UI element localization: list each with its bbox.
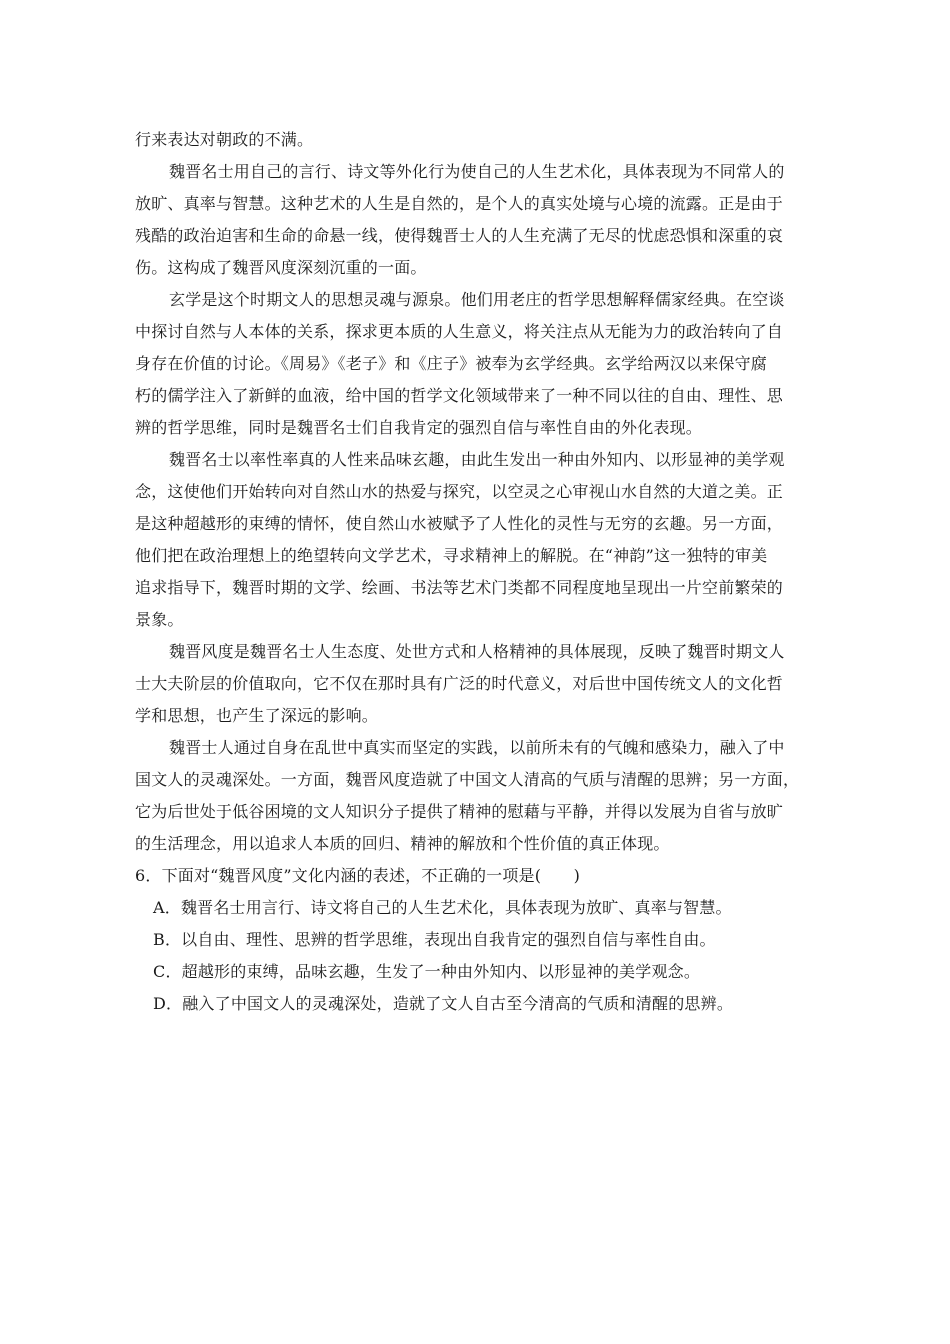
text-line: 士大夫阶层的价值取向，它不仅在那时具有广泛的时代意义，对后世中国传统文人的文化哲 — [135, 674, 784, 693]
text-line: 伤。这构成了魏晋风度深刻沉重的一面。 — [135, 258, 427, 277]
text-line: 的生活理念，用以追求人本质的回归、精神的解放和个性价值的真正体现。 — [135, 834, 670, 853]
question-stem: 6．下面对“魏晋风度”文化内涵的表述，不正确的一项是( ) — [135, 866, 581, 885]
paragraph — [135, 636, 825, 732]
text-line: 念，这使他们开始转向对自然山水的热爱与探究，以空灵之心审视山水自然的大道之美。正 — [135, 482, 784, 501]
text-line: 辨的哲学思维，同时是魏晋名士们自我肯定的强烈自信与率性自由的外化表现。 — [135, 418, 703, 437]
text-line: 魏晋名士以率性率真的人性来品味玄趣，由此生发出一种由外知内、以形显神的美学观 — [169, 450, 785, 469]
answer-option-a: A．魏晋名士用言行、诗文将自己的人生艺术化，具体表现为放旷、真率与智慧。 — [153, 898, 732, 917]
paragraph — [135, 156, 825, 284]
text-line: 残酷的政治迫害和生命的命悬一线，使得魏晋士人的人生充满了无尽的忧虑恐惧和深重的哀 — [135, 226, 784, 245]
text-line: 是这种超越形的束缚的情怀，使自然山水被赋予了人性化的灵性与无穷的玄趣。另一方面， — [135, 514, 784, 533]
question-block — [135, 860, 825, 1020]
text-line: 身存在价值的讨论。《周易》《老子》和《庄子》被奉为玄学经典。玄学给两汉以来保守腐 — [135, 354, 768, 373]
text-line: 魏晋名士用自己的言行、诗文等外化行为使自己的人生艺术化，具体表现为不同常人的 — [169, 162, 785, 181]
text-line: 它为后世处于低谷困境的文人知识分子提供了精神的慰藉与平静，并得以发展为自省与放旷 — [135, 802, 784, 821]
text-line: 中探讨自然与人本体的关系，探求更本质的人生意义，将关注点从无能为力的政治转向了自 — [135, 322, 784, 341]
text-line: 学和思想，也产生了深远的影响。 — [135, 706, 379, 725]
text-line: 景象。 — [135, 610, 184, 629]
text-line: 玄学是这个时期文人的思想灵魂与源泉。他们用老庄的哲学思想解释儒家经典。在空谈 — [169, 290, 785, 309]
text-line: 放旷、真率与智慧。这种艺术的人生是自然的，是个人的真实处境与心境的流露。正是由于 — [135, 194, 784, 213]
text-line: 魏晋风度是魏晋名士人生态度、处世方式和人格精神的具体展现，反映了魏晋时期文人 — [169, 642, 785, 661]
text-line: 魏晋士人通过自身在乱世中真实而坚定的实践，以前所未有的气魄和感染力，融入了中 — [169, 738, 785, 757]
text-line: 朽的儒学注入了新鲜的血液，给中国的哲学文化领域带来了一种不同以往的自由、理性、思 — [135, 386, 784, 405]
paragraph — [135, 284, 825, 444]
paragraph — [135, 124, 825, 156]
paragraph — [135, 444, 825, 636]
text-line: 他们把在政治理想上的绝望转向文学艺术，寻求精神上的解脱。在“神韵”这一独特的审美 — [135, 546, 768, 565]
document-page — [135, 124, 825, 1020]
answer-option-c: C．超越形的束缚，品味玄趣，生发了一种由外知内、以形显神的美学观念。 — [153, 962, 701, 981]
answer-option-b: B．以自由、理性、思辨的哲学思维，表现出自我肯定的强烈自信与率性自由。 — [153, 930, 716, 949]
text-line: 行来表达对朝政的不满。 — [135, 130, 314, 149]
text-line: 追求指导下，魏晋时期的文学、绘画、书法等艺术门类都不同程度地呈现出一片空前繁荣的 — [135, 578, 784, 597]
paragraph — [135, 732, 825, 860]
text-line: 国文人的灵魂深处。一方面，魏晋风度造就了中国文人清高的气质与清醒的思辨；另一方面， — [135, 770, 800, 789]
answer-option-d: D．融入了中国文人的灵魂深处，造就了文人自古至今清高的气质和清醒的思辨。 — [153, 994, 734, 1013]
